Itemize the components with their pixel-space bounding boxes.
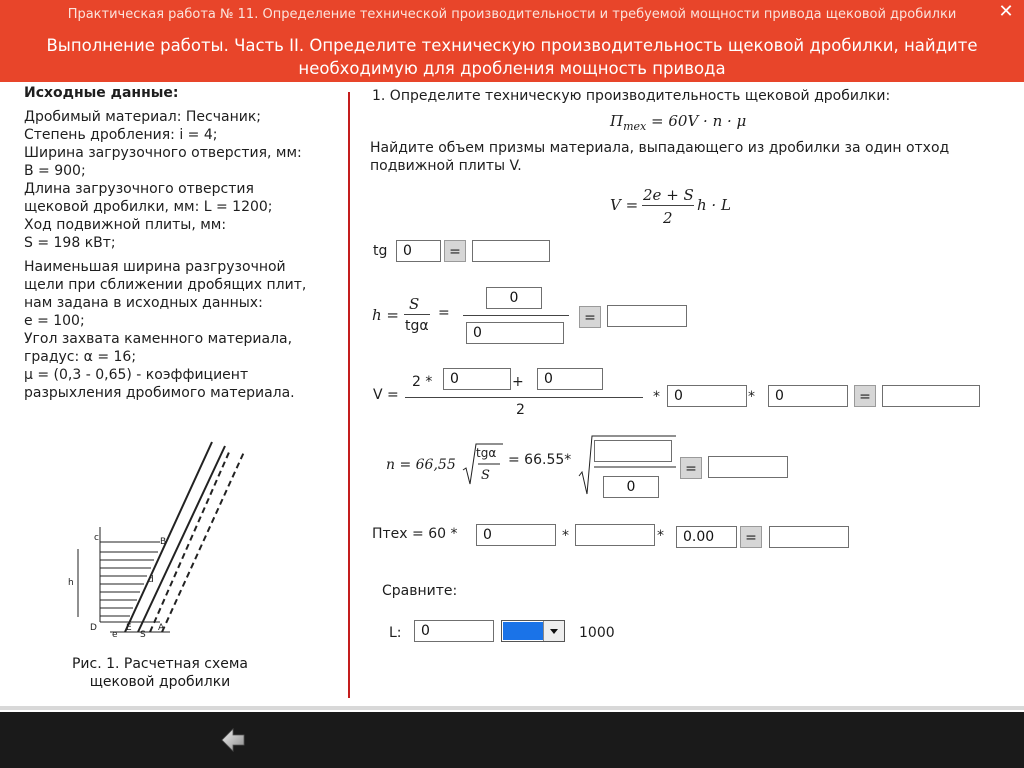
v-input-c[interactable]: 0 — [667, 385, 747, 407]
v-times-2: * — [748, 389, 755, 405]
source-line: Ход подвижной плиты, мм: — [24, 217, 227, 233]
h-result-field[interactable] — [607, 305, 687, 327]
source-heading: Исходные данные: — [24, 85, 179, 101]
p-equals-button[interactable]: = — [740, 526, 762, 548]
formula2-rhs: h · L — [697, 196, 731, 214]
n-root-num: tgα — [476, 446, 497, 460]
source-line: градус: α = 16; — [24, 349, 137, 365]
label-E: E — [126, 623, 132, 633]
formula2-den: 2 — [663, 209, 673, 227]
label-D: D — [90, 623, 97, 633]
back-arrow-icon[interactable] — [220, 727, 246, 753]
close-icon[interactable]: ✕ — [998, 1, 1014, 22]
source-line: Дробимый материал: Песчаник; — [24, 109, 261, 125]
v-times-1: * — [653, 389, 660, 405]
source-data-panel — [24, 84, 342, 402]
h-frac-bar — [404, 314, 430, 315]
formula2-bar — [642, 205, 694, 206]
compare-select[interactable] — [501, 620, 565, 642]
h-equals-sign: = — [438, 305, 450, 321]
source-line: Угол захвата каменного материала, — [24, 331, 293, 347]
label-B: B — [160, 537, 167, 547]
column-divider — [348, 92, 350, 698]
v-equals-button[interactable]: = — [854, 385, 876, 407]
caption-line2: щековой дробилки — [89, 674, 231, 690]
h-input-bar — [463, 315, 569, 316]
p-result-field[interactable] — [769, 526, 849, 548]
moving-jaw-dashed-2 — [162, 452, 244, 632]
source-line: Наименьшая ширина разгрузочной — [24, 259, 286, 275]
source-line: нам задана в исходных данных: — [24, 295, 263, 311]
formula1-rhs: = 60V · n · μ — [646, 112, 747, 130]
content-bottom-border — [0, 706, 1024, 710]
n-denominator-input[interactable]: 0 — [603, 476, 659, 498]
task-heading-line2: необходимую для дробления мощность привода — [298, 59, 726, 78]
compare-l-input[interactable]: 0 — [414, 620, 494, 642]
n-result-field[interactable] — [708, 456, 788, 478]
source-line: Длина загрузочного отверстия — [24, 181, 254, 197]
compare-target-value: 1000 — [579, 625, 615, 641]
source-line: В = 900; — [24, 163, 86, 179]
h-equals-button[interactable]: = — [579, 306, 601, 328]
v-input-a[interactable]: 0 — [443, 368, 511, 390]
source-line: щековой дробилки, мм: L = 1200; — [24, 199, 273, 215]
n-root-den: S — [481, 468, 490, 483]
source-line: Ширина загрузочного отверстия, мм: — [24, 145, 302, 161]
source-line: Степень дробления: i = 4; — [24, 127, 218, 143]
page-title: Практическая работа № 11. Определение технической производительности и требуемой мощности привода щековой дробилки — [67, 7, 957, 22]
n-numerator-input[interactable] — [594, 440, 672, 462]
bottom-nav-bar — [0, 712, 1024, 768]
chevron-down-icon[interactable] — [543, 621, 564, 641]
v-fraction-bar — [405, 397, 643, 398]
source-line: е = 100; — [24, 313, 85, 329]
task-heading — [20, 34, 1004, 80]
formula-productivity — [610, 112, 746, 133]
formula2-lhs: V = — [610, 196, 639, 214]
compare-title: Сравните: — [382, 583, 458, 599]
h-numerator-input[interactable]: 0 — [486, 287, 542, 309]
h-lhs: h = — [372, 306, 399, 324]
p-label: Птех = 60 * — [372, 526, 458, 542]
tg-input[interactable]: 0 — [396, 240, 441, 262]
fixed-jaw-line-2 — [138, 446, 225, 632]
v-input-d[interactable]: 0 — [768, 385, 848, 407]
h-frac-den: tgα — [405, 318, 429, 334]
formula1-lhs: П — [610, 112, 624, 130]
label-h: h — [68, 578, 74, 588]
v-label: V = — [373, 387, 399, 403]
label-A: A — [158, 623, 165, 633]
task-heading-line1: Выполнение работы. Часть II. Определите техническую производительность щековой дробилки, найдите — [46, 36, 978, 55]
h-frac-num: S — [409, 295, 420, 313]
source-line: S = 198 кВт; — [24, 235, 116, 251]
label-c: c — [94, 533, 99, 543]
find-volume-line1: Найдите объем призмы материала, выпадающего из дробилки за один отход — [370, 140, 950, 156]
n-mid-text: = 66.55* — [508, 452, 572, 468]
label-S: S — [140, 630, 146, 640]
step1-text: 1. Определите техническую производительность щековой дробилки: — [372, 88, 891, 104]
find-volume-line2: подвижной плиты V. — [370, 158, 522, 174]
label-d: d — [148, 575, 154, 585]
caption-line1: Рис. 1. Расчетная схема — [71, 656, 249, 672]
compare-label: L: — [389, 625, 402, 641]
v-two-times: 2 * — [412, 374, 433, 390]
p-input-c[interactable]: 0.00 — [676, 526, 737, 548]
compare-select-swatch — [503, 622, 543, 640]
source-line: μ = (0,3 - 0,65) - коэффициент — [24, 367, 249, 383]
p-input-b[interactable] — [575, 524, 655, 546]
crusher-scheme — [60, 432, 260, 644]
n-equals-button[interactable]: = — [680, 457, 702, 479]
source-line: разрыхления дробимого материала. — [24, 385, 295, 401]
source-line: щели при сближении дробящих плит, — [24, 277, 307, 293]
v-result-field[interactable] — [882, 385, 980, 407]
tg-label: tg — [373, 243, 388, 259]
label-e: e — [112, 630, 118, 640]
tg-result-field[interactable] — [472, 240, 550, 262]
formula1-sub: тех — [623, 120, 647, 133]
tg-equals-button[interactable]: = — [444, 240, 466, 262]
v-denominator: 2 — [516, 402, 525, 418]
formula2-num: 2e + S — [643, 186, 694, 204]
p-input-a[interactable]: 0 — [476, 524, 556, 546]
p-times-2: * — [657, 528, 664, 544]
fixed-jaw-line — [125, 442, 212, 632]
h-denominator-input[interactable]: 0 — [466, 322, 564, 344]
figure-caption — [40, 655, 280, 691]
v-input-b[interactable]: 0 — [537, 368, 603, 390]
v-plus-sign: + — [512, 374, 524, 390]
n-lhs: n = 66,55 — [386, 457, 456, 473]
p-times-1: * — [562, 528, 569, 544]
